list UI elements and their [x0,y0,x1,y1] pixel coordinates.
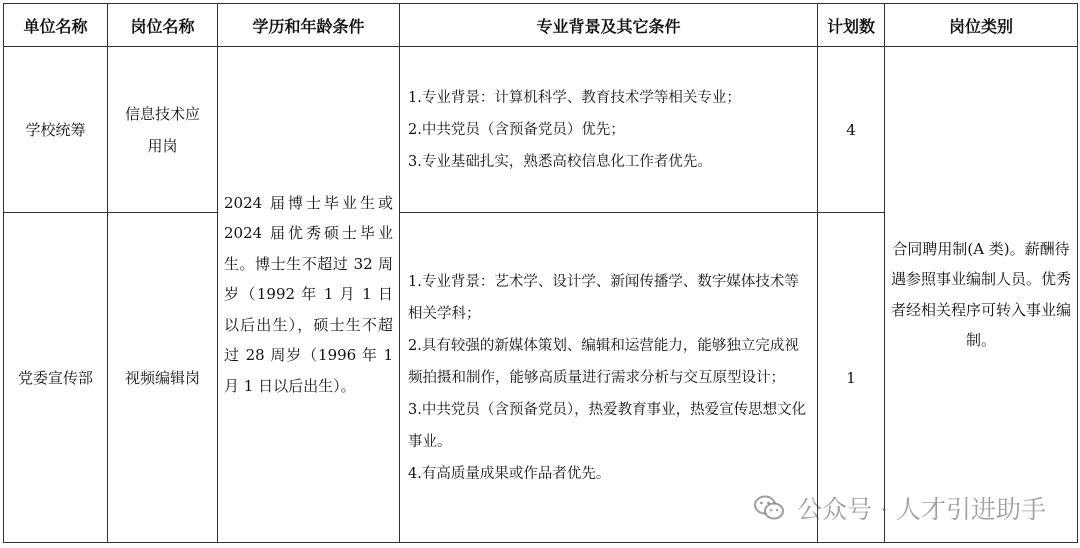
specialty-item: 3.中共党员（含预备党员），热爱教育事业，热爱宣传思想文化事业。 [408,401,807,450]
unit-cell: 学校统筹 [4,47,108,213]
header-plan-count: 计划数 [818,4,885,47]
specialty-cell [400,47,818,213]
specialty-item: 4.有高质量成果或作品者优先。 [408,465,611,482]
specialty-item: 1.专业背景：艺术学、设计学、新闻传播学、数字媒体技术等相关学科； [408,273,799,322]
wechat-icon [753,492,785,524]
header-education-age: 学历和年龄条件 [218,4,400,47]
watermark [753,490,1046,526]
header-position: 岗位名称 [108,4,218,47]
specialty-item: 2.具有较强的新媒体策划、编辑和运营能力，能够独立完成视频拍摄和制作，能够高质量进行需求分析与交互原型设计； [408,337,799,386]
education-age-cell: 2024 届博士毕业生或 2024 届优秀硕士毕业生。博士生不超过 32 周岁（1992 年 1 月 1 日以后出生），硕士生不超过 28 周岁（1996 年 1 月 1 日以后出生）。 [218,47,400,543]
category-cell: 合同聘用制(A 类)。薪酬待遇参照事业编制人员。优秀者经相关程序可转入事业编制。 [885,47,1078,543]
header-category: 岗位类别 [885,4,1078,47]
table-row [4,47,1078,213]
header-unit: 单位名称 [4,4,108,47]
watermark-text: 公众号 · 人才引进助手 [797,495,1046,524]
plan-count-cell: 1 [818,213,885,543]
specialty-item: 1.专业背景：计算机科学、教育技术学等相关专业； [408,89,741,106]
unit-cell: 党委宣传部 [4,213,108,543]
specialty-item: 2.中共党员（含预备党员）优先； [408,121,625,138]
recruitment-table [3,3,1078,543]
header-row [4,4,1078,47]
position-cell: 视频编辑岗 [108,213,218,543]
plan-count-cell: 4 [818,47,885,213]
specialty-item: 3.专业基础扎实，熟悉高校信息化工作者优先。 [408,153,712,170]
position-cell: 信息技术应用岗 [108,47,218,213]
header-specialty: 专业背景及其它条件 [400,4,818,47]
